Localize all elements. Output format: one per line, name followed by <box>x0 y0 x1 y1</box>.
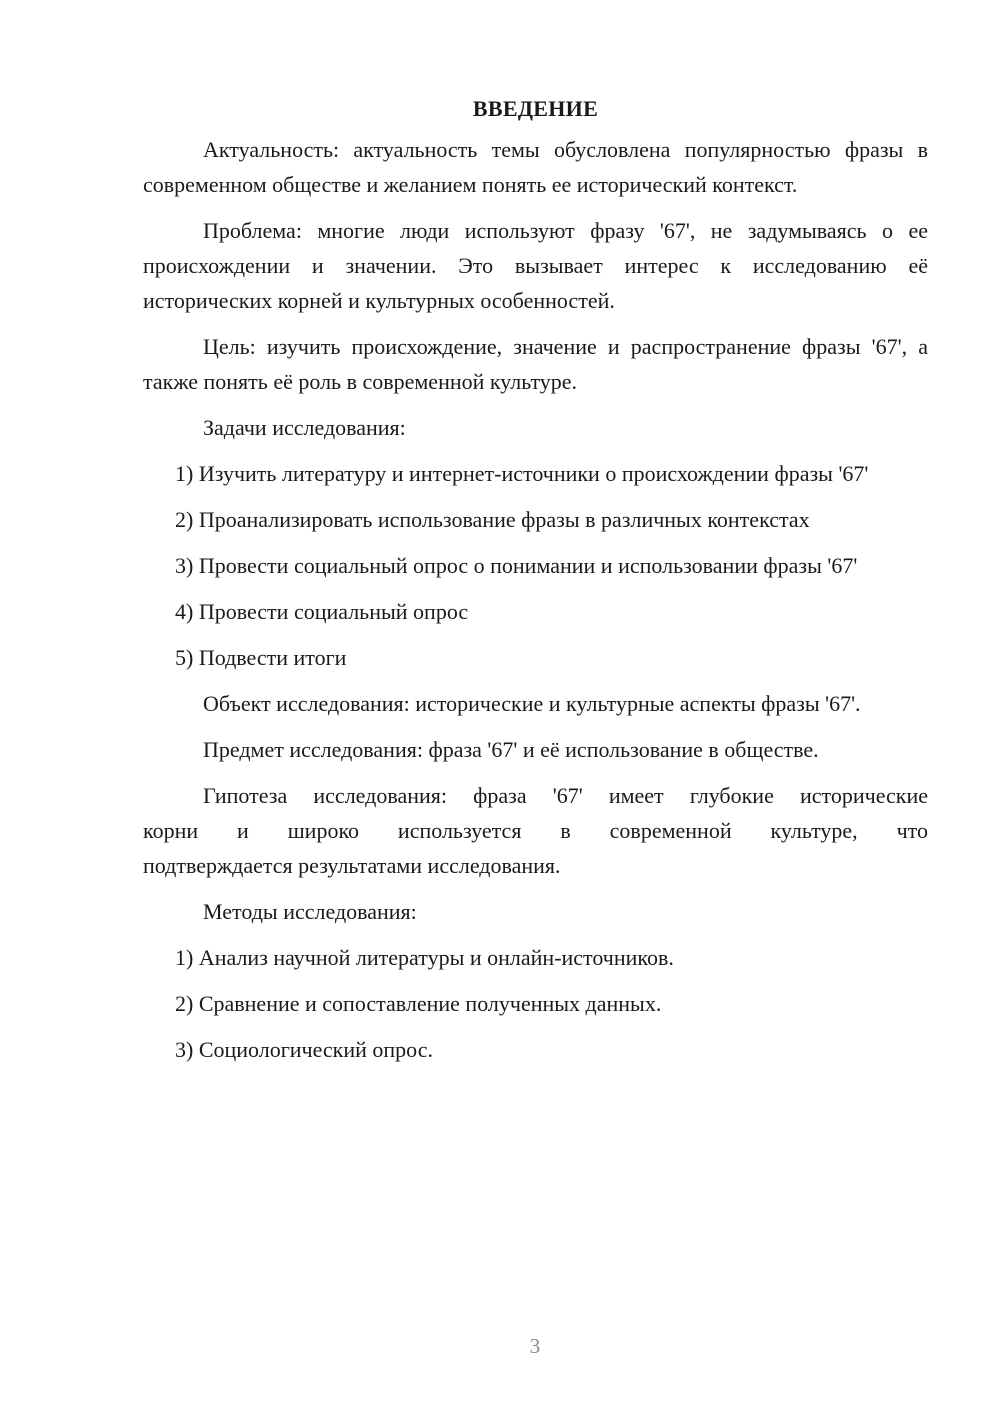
paragraph-relevance: Актуальность: актуальность темы обусловлена популярностью фразы в современном обществе и желанием понять ее исторический контекст. <box>143 137 928 197</box>
task-item-1: 1) Изучить литературу и интернет-источники о происхождении фразы '67' <box>175 461 869 486</box>
task-item-3: 3) Провести социальный опрос о понимании и использовании фразы '67' <box>175 553 858 578</box>
hypothesis-line-2: корни и широко используется в современной культуре, что <box>143 818 928 843</box>
task-item-2: 2) Проанализировать использование фразы в различных контекстах <box>175 507 810 532</box>
method-item-2: 2) Сравнение и сопоставление полученных данных. <box>175 991 662 1016</box>
paragraph-problem: Проблема: многие люди используют фразу '67', не задумываясь о ее происхождении и значении. Это вызывает интерес к исследованию её исторических корней и культурных особенностей. <box>143 218 928 313</box>
methods-heading: Методы исследования: <box>203 899 417 924</box>
task-item-5: 5) Подвести итоги <box>175 645 347 670</box>
tasks-heading: Задачи исследования: <box>203 415 406 440</box>
page-number: 3 <box>529 1334 541 1358</box>
document-page <box>143 92 928 1078</box>
task-item-4: 4) Провести социальный опрос <box>175 599 469 624</box>
method-item-1: 1) Анализ научной литературы и онлайн-источников. <box>175 945 674 970</box>
hypothesis-line-3: подтверждается результатами исследования. <box>143 853 561 878</box>
paragraph-hypothesis <box>143 778 928 883</box>
section-title: ВВЕДЕНИЕ <box>472 96 599 121</box>
paragraph-goal: Цель: изучить происхождение, значение и распространение фразы '67', а также понять её роль в современной культуре. <box>143 334 928 394</box>
hypothesis-line-1: Гипотеза исследования: фраза '67' имеет глубокие исторические <box>203 783 928 808</box>
method-item-3: 3) Социологический опрос. <box>175 1037 433 1062</box>
paragraph-object: Объект исследования: исторические и культурные аспекты фразы '67'. <box>203 691 861 716</box>
paragraph-subject: Предмет исследования: фраза '67' и её использование в обществе. <box>203 737 819 762</box>
